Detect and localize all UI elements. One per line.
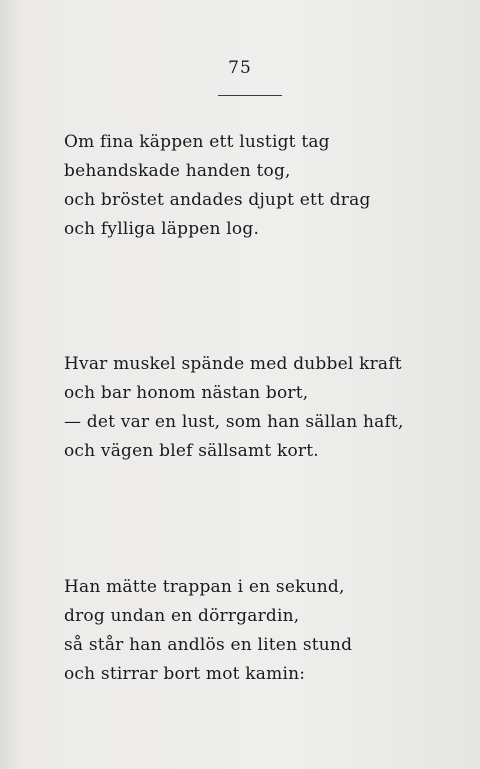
verse-line: och vägen blef sällsamt kort. xyxy=(64,441,319,461)
stanza-3 xyxy=(64,573,464,689)
verse-line: Hvar muskel spände med dubbel kraft xyxy=(64,354,402,374)
header-rule xyxy=(218,95,282,96)
verse-line: behandskade handen tog, xyxy=(64,161,291,181)
verse-line: och fylliga läppen log. xyxy=(64,219,260,239)
verse-line: Han mätte trappan i en sekund, xyxy=(64,577,345,597)
verse-line: så står han andlös en liten stund xyxy=(64,635,353,655)
stanza-2 xyxy=(64,350,464,466)
verse-line: och bröstet andades djupt ett drag xyxy=(64,190,371,210)
page-number: 75 xyxy=(228,58,252,78)
verse-line: och stirrar bort mot kamin: xyxy=(64,664,306,684)
verse-line: Om fina käppen ett lustigt tag xyxy=(64,132,330,152)
verse-line: och bar honom nästan bort, xyxy=(64,383,309,403)
verse-line: — det var en lust, som han sällan haft, xyxy=(64,412,404,432)
stanza-1 xyxy=(64,128,464,244)
verse-line: drog undan en dörrgardin, xyxy=(64,606,300,626)
